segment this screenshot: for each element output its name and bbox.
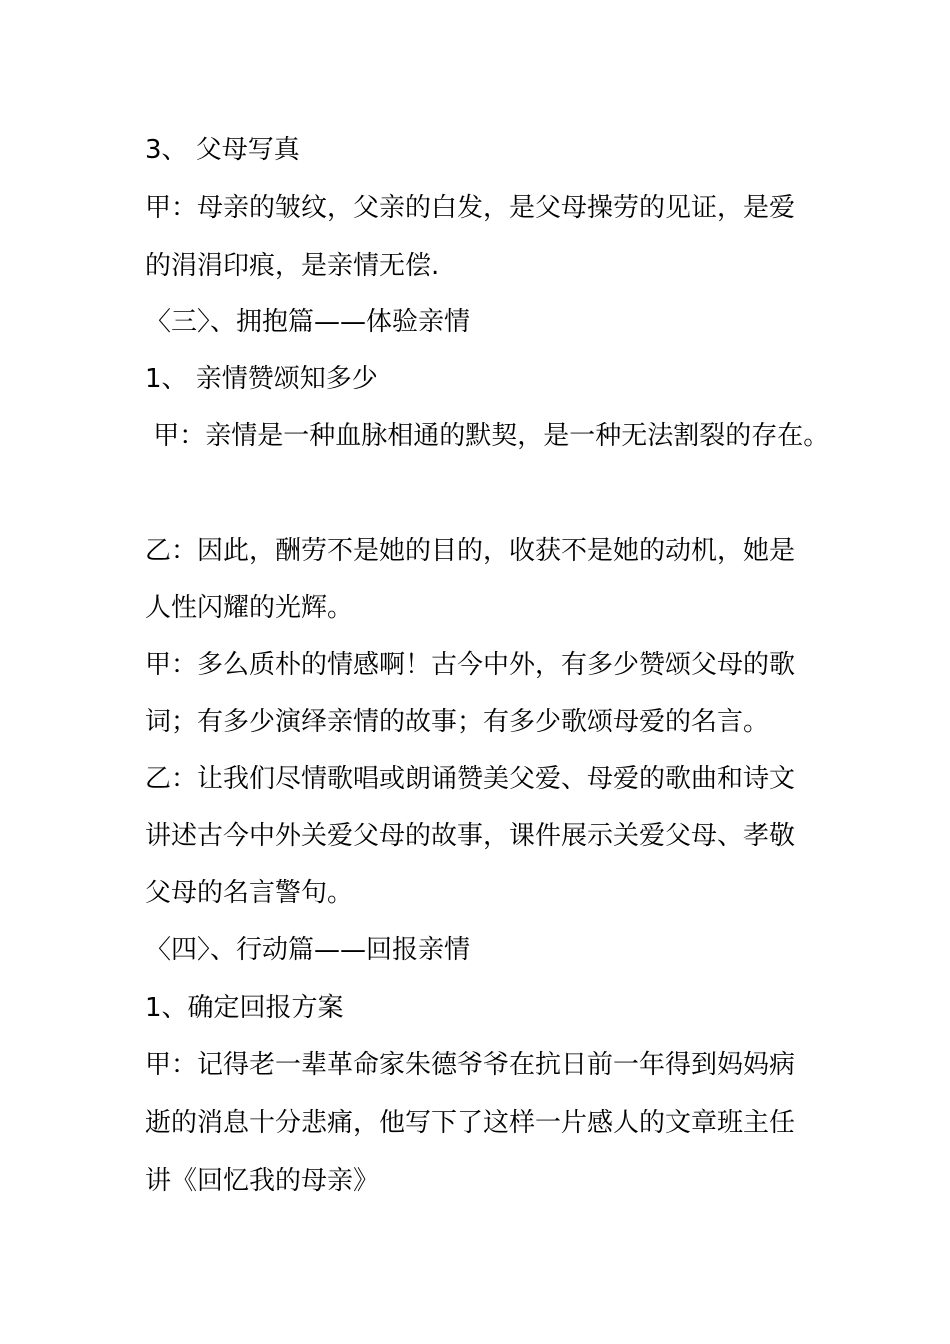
paragraph-line: 的涓涓印痕，是亲情无偿. [145, 251, 440, 281]
paragraph-line: 甲：记得老一辈革命家朱德爷爷在抗日前一年得到妈妈病 [145, 1050, 796, 1080]
section-heading-action: 〈四〉、行动篇——回报亲情 [145, 935, 471, 965]
paragraph-line: 乙：让我们尽情歌唱或朗诵赞美父爱、母爱的歌曲和诗文 [145, 764, 796, 794]
paragraph-line: 父母的名言警句。 [145, 878, 354, 908]
paragraph-line: 逝的消息十分悲痛，他写下了这样一片感人的文章班主任 [145, 1108, 796, 1138]
paragraph-line: 甲：母亲的皱纹，父亲的白发，是父母操劳的见证，是爱 [145, 193, 796, 223]
paragraph-line: 词；有多少演绎亲情的故事；有多少歌颂母爱的名言。 [145, 707, 770, 737]
paragraph-line: 人性闪耀的光辉。 [145, 593, 354, 623]
paragraph-line: 讲《回忆我的母亲》 [145, 1166, 380, 1196]
heading-parents-portrait: 3、 父母写真 [145, 135, 300, 165]
section-heading-embrace: 〈三〉、拥抱篇——体验亲情 [145, 307, 471, 337]
subheading-praise-family: 1、 亲情赞颂知多少 [145, 364, 378, 394]
paragraph-line: 甲：亲情是一种血脉相通的默契，是一种无法割裂的存在。 [145, 421, 830, 451]
paragraph-line: 甲：多么质朴的情感啊！古今中外，有多少赞颂父母的歌 [145, 650, 796, 680]
paragraph-line: 讲述古今中外关爱父母的故事，课件展示关爱父母、孝敬 [145, 821, 796, 851]
paragraph-line: 乙：因此，酬劳不是她的目的，收获不是她的动机，她是 [145, 536, 796, 566]
subheading-repay-plan: 1、确定回报方案 [145, 993, 344, 1023]
